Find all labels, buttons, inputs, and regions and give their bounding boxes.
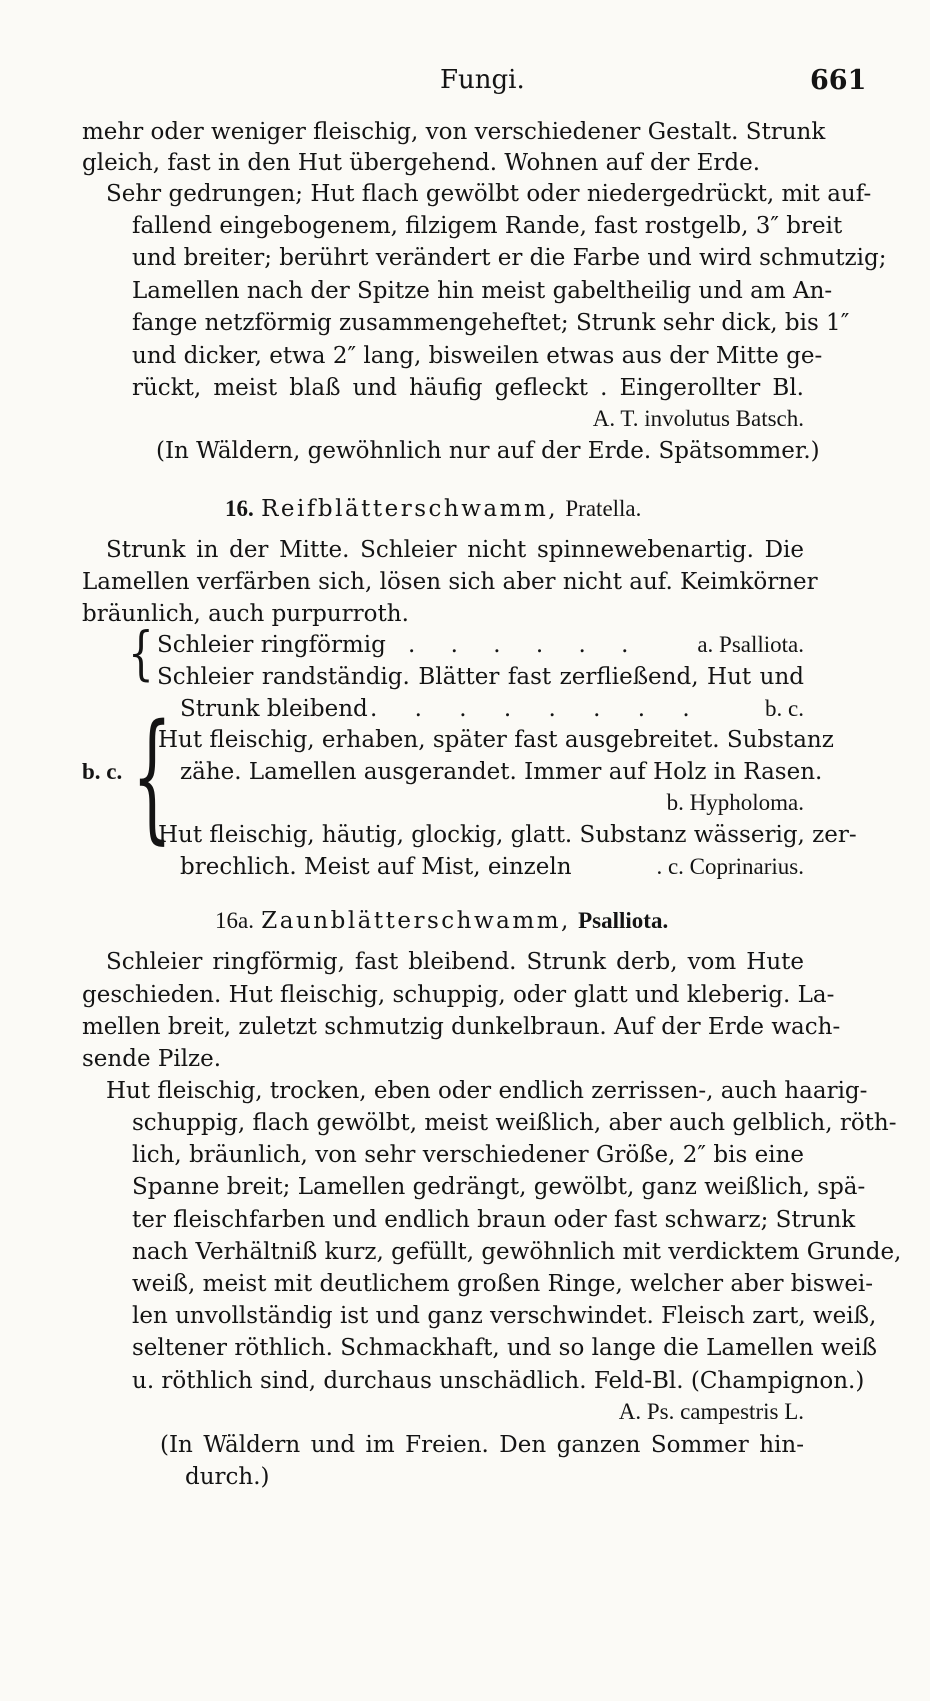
key-result: b. c. <box>765 696 804 721</box>
section-number: 16. <box>225 496 254 521</box>
text-line: brechlich. Meist auf Mist, einzeln <box>180 854 572 880</box>
brace: { <box>132 695 173 858</box>
text-line: Lamellen nach der Spitze hin meist gabeltheilig und am An- <box>132 278 833 304</box>
page-number: 661 <box>810 65 867 96</box>
key-result: b. Hypholoma. <box>666 790 804 815</box>
leader-dots: . . . . . . . . <box>370 696 705 722</box>
text-line: Spanne breit; Lamellen gedrängt, gewölbt, ganz weißlich, spä- <box>132 1174 866 1200</box>
key-option-text: Strunk bleibend <box>180 696 368 722</box>
text-line: seltener röthlich. Schmackhaft, und so lange die Lamellen weiß <box>132 1335 877 1361</box>
key-option-text: Schleier randständig. Blätter fast zerfließend, Hut und <box>157 664 804 690</box>
text-line: ter fleischfarben und endlich braun oder fast schwarz; Strunk <box>132 1207 856 1233</box>
key-result: . c. Coprinarius. <box>656 854 804 879</box>
species-name: A. Ps. campestris L. <box>618 1399 804 1424</box>
section-heading-latin: Pratella. <box>565 496 642 521</box>
text-line: Schleier ringförmig, fast bleibend. Strunk derb, vom Hute <box>106 949 804 975</box>
text-line: len unvollständig ist und ganz verschwindet. Fleisch zart, weiß, <box>132 1303 877 1329</box>
text-line: Sehr gedrungen; Hut flach gewölbt oder niedergedrückt, mit auf- <box>106 181 872 207</box>
key-option-text: Schleier ringförmig <box>157 632 386 658</box>
section-heading-latin: Psalliota. <box>578 908 669 933</box>
text-line: Lamellen verfärben sich, lösen sich aber nicht auf. Keimkörner <box>82 569 818 595</box>
text-line: fange netzförmig zusammengeheftet; Strunk sehr dick, bis 1″ <box>132 310 850 336</box>
text-line: u. röthlich sind, durchaus unschädlich. Feld-Bl. (Champignon.) <box>132 1368 865 1394</box>
text-line: gleich, fast in den Hut übergehend. Wohnen auf der Erde. <box>82 150 761 176</box>
leader-dots: . . . . . . <box>408 632 643 658</box>
text-line: und breiter; berührt verändert er die Farbe und wird schmutzig; <box>132 245 887 271</box>
section-heading-german: Zaunblätterschwamm, <box>261 908 571 934</box>
text-line: lich, bräunlich, von sehr verschiedener Größe, 2″ bis eine <box>132 1142 804 1168</box>
habitat-note: durch.) <box>185 1464 270 1490</box>
section-heading <box>215 906 668 936</box>
text-line: Hut fleischig, erhaben, später fast ausgebreitet. Substanz <box>158 727 834 753</box>
text-line: nach Verhältniß kurz, gefüllt, gewöhnlich mit verdicktem Grunde, <box>132 1239 902 1265</box>
text-line: Hut fleischig, häutig, glockig, glatt. Substanz wässerig, zer- <box>158 822 857 848</box>
text-line: mehr oder weniger fleischig, von verschiedener Gestalt. Strunk <box>82 119 826 145</box>
section-number: 16a. <box>215 908 254 933</box>
text-line: weiß, meist mit deutlichem großen Ringe, welcher aber biswei- <box>132 1271 874 1297</box>
text-line: und dicker, etwa 2″ lang, bisweilen etwas aus der Mitte ge- <box>132 343 823 369</box>
section-heading <box>225 494 641 524</box>
text-line: sende Pilze. <box>82 1046 222 1072</box>
species-name: A. T. involutus Batsch. <box>592 406 804 431</box>
text-line: mellen breit, zuletzt schmutzig dunkelbraun. Auf der Erde wach- <box>82 1014 841 1040</box>
habitat-note: (In Wäldern, gewöhnlich nur auf der Erde. Spätsommer.) <box>156 438 820 464</box>
text-line: schuppig, flach gewölbt, meist weißlich, aber auch gelblich, röth- <box>132 1110 897 1136</box>
text-line: fallend eingebogenem, filzigem Rande, fast rostgelb, 3″ breit <box>132 213 843 239</box>
text-line: Strunk in der Mitte. Schleier nicht spinnewebenartig. Die <box>106 537 804 563</box>
section-heading-german: Reifblätterschwamm, <box>261 496 559 522</box>
key-result: a. Psalliota. <box>697 632 804 657</box>
text-line: Hut fleischig, trocken, eben oder endlich zerrissen-, auch haarig- <box>106 1078 868 1104</box>
habitat-note: (In Wäldern und im Freien. Den ganzen Sommer hin- <box>160 1432 804 1458</box>
key-label: b. c. <box>82 759 123 784</box>
brace: { <box>128 619 154 687</box>
text-line: rückt, meist blaß und häufig gefleckt . Eingerollter Bl. <box>132 375 804 401</box>
running-header-title: Fungi. <box>440 65 525 95</box>
text-line: geschieden. Hut fleischig, schuppig, oder glatt und kleberig. La- <box>82 982 835 1008</box>
text-line: bräunlich, auch purpurroth. <box>82 601 409 627</box>
text-line: zähe. Lamellen ausgerandet. Immer auf Holz in Rasen. <box>180 759 823 785</box>
